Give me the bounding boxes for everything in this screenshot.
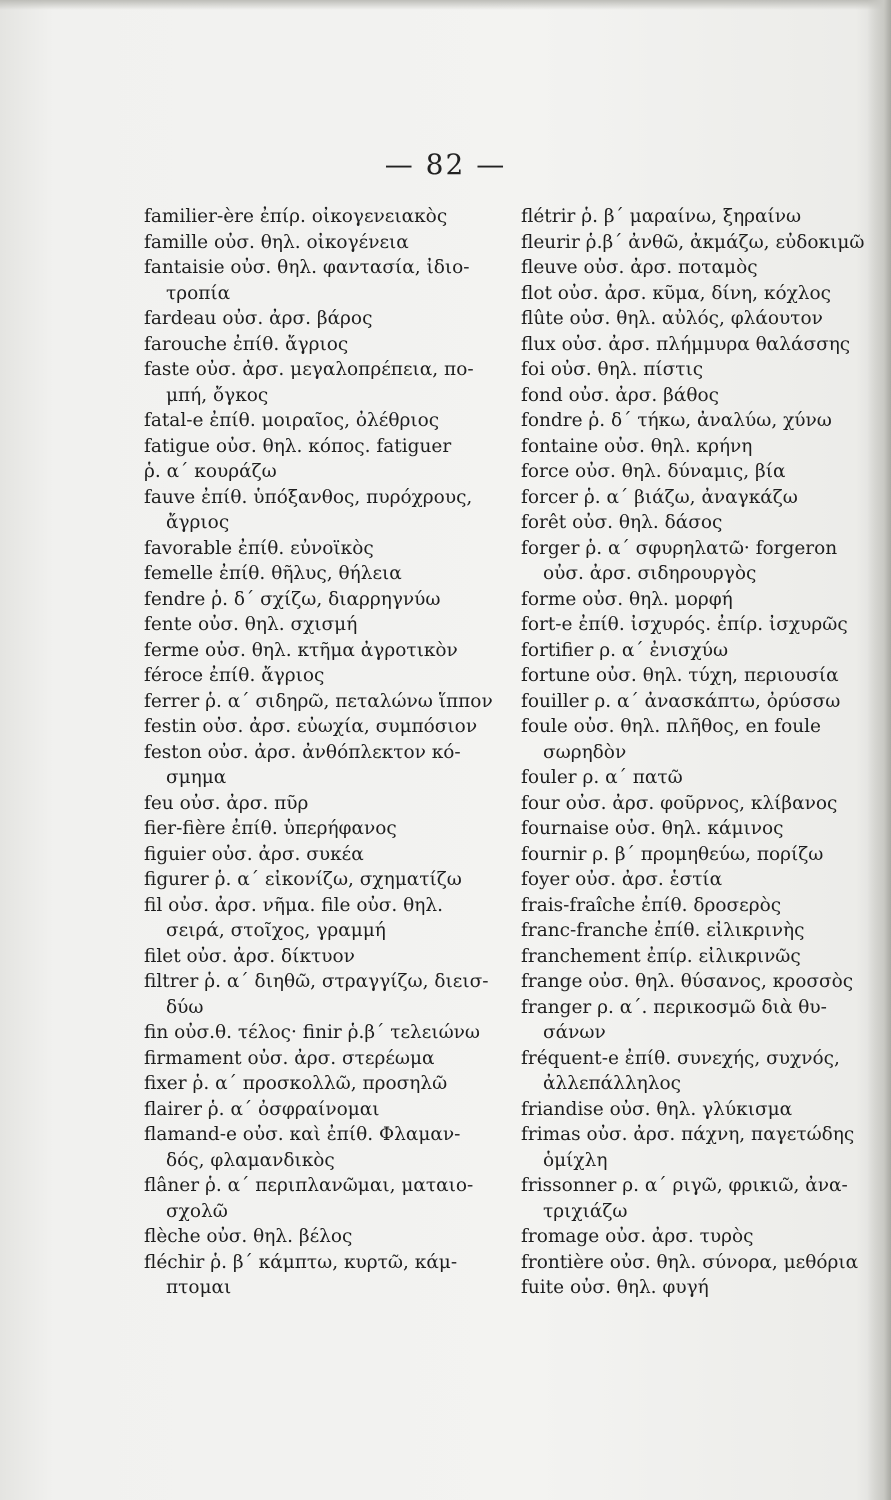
entry-continuation: σωρηδὸν	[543, 741, 627, 763]
dictionary-entry: fontaine οὐσ. θηλ. κρήνη	[521, 435, 753, 457]
dictionary-entry: fil οὐσ. ἀρσ. νῆμα. file οὐσ. θηλ.	[144, 894, 443, 916]
dictionary-entry: fente οὐσ. θηλ. σχισμή	[144, 614, 358, 635]
dictionary-entry: fendre ῥ. δ΄ σχίζω, διαρρηγνύω	[144, 588, 441, 610]
entry-continuation: σειρά, στοῖχος, γραμμή	[166, 920, 386, 941]
dictionary-entry: fauve ἐπίθ. ὑπόξανθος, πυρόχρους,	[144, 486, 473, 508]
dictionary-entry: feston οὐσ. ἀρσ. ἀνθόπλεκτον κό-	[144, 741, 461, 763]
dictionary-entry: forme οὐσ. θηλ. μορφή	[521, 588, 733, 610]
dictionary-entry: firmament οὐσ. ἀρσ. στερέωμα	[144, 1047, 435, 1069]
dictionary-entry: foule οὐσ. θηλ. πλῆθος, en foule	[521, 716, 822, 737]
dictionary-entry: forêt οὐσ. θηλ. δάσος	[521, 512, 723, 533]
dictionary-entry: fier-fière ἐπίθ. ὑπερήφανος	[144, 818, 397, 839]
dictionary-entry: fin οὐσ.θ. τέλος· finir ῥ.β΄ τελειώνω	[144, 1022, 481, 1043]
dictionary-entry: famille οὐσ. θηλ. οἰκογένεια	[144, 231, 409, 253]
dictionary-entry: fléchir ῥ. β΄ κάμπτω, κυρτῶ, κάμ-	[144, 1251, 458, 1273]
dictionary-entry: frimas οὐσ. ἀρσ. πάχνη, παγετώδης	[521, 1124, 855, 1145]
top-shadow	[0, 0, 891, 10]
dictionary-entry: farouche ἐπίθ. ἄγριος	[144, 333, 349, 355]
dictionary-entry: fréquent-e ἐπίθ. συνεχής, συχνός,	[521, 1047, 840, 1069]
dictionary-entry: fort-e ἐπίθ. ἰσχυρός. ἐπίρ. ἰσχυρῶς	[521, 614, 848, 635]
dictionary-entry: flux οὐσ. ἀρσ. πλήμμυρα θαλάσσης	[521, 333, 851, 355]
entry-continuation: δός, φλαμανδικὸς	[166, 1149, 335, 1171]
dictionary-entry: fournaise οὐσ. θηλ. κάμινος	[521, 818, 784, 839]
dictionary-entry: fleurir ῥ.β΄ ἀνθῶ, ἀκμάζω, εὐδοκιμῶ	[521, 231, 865, 253]
dictionary-entry: fournir ρ. β΄ προμηθεύω, πορίζω	[521, 843, 824, 865]
dictionary-entry: franchement ἐπίρ. εἰλικρινῶς	[521, 945, 801, 967]
dictionary-entry: flairer ῥ. α΄ ὀσφραίνομαι	[144, 1098, 380, 1120]
dictionary-entry: faste οὐσ. ἀρσ. μεγαλοπρέπεια, πο-	[144, 359, 474, 380]
entry-continuation: μπή, ὄγκος	[166, 384, 269, 406]
dictionary-entry: flétrir ῥ. β΄ μαραίνω, ξηραίνω	[521, 206, 802, 227]
dictionary-entry: ferrer ῥ. α΄ σιδηρῶ, πεταλώνω ἵππον	[144, 690, 493, 712]
dictionary-entry: fromage οὐσ. ἀρσ. τυρὸς	[521, 1226, 754, 1247]
dictionary-entry: fantaisie οὐσ. θηλ. φαντασία, ἰδιο-	[144, 257, 470, 278]
entry-continuation: ἄγριος	[166, 512, 230, 533]
dictionary-entry: flamand-e οὐσ. καὶ ἐπίθ. Φλαμαν-	[144, 1124, 461, 1145]
dictionary-entry: fouiller ρ. α΄ ἀνασκάπτω, ὀρύσσω	[521, 690, 841, 712]
dictionary-entry: ῥ. α΄ κουράζω	[144, 461, 277, 482]
dictionary-entry: friandise οὐσ. θηλ. γλύκισμα	[521, 1098, 793, 1120]
dictionary-entry: fuite οὐσ. θηλ. φυγή	[521, 1277, 709, 1298]
dictionary-entry: flèche οὐσ. θηλ. βέλος	[144, 1226, 353, 1247]
entry-continuation: ἀλλεπάλληλος	[543, 1073, 681, 1094]
dictionary-entry: fortifier ρ. α΄ ἐνισχύω	[521, 639, 729, 661]
dictionary-entry: fatal-e ἐπίθ. μοιραῖος, ὀλέθριος	[144, 410, 440, 431]
dictionary-entry: figuier οὐσ. ἀρσ. συκέα	[144, 843, 364, 865]
dictionary-entry: fatigue οὐσ. θηλ. κόπος. fatiguer	[144, 435, 452, 457]
entry-continuation: ὁμίχλη	[543, 1149, 608, 1171]
dictionary-entry: flûte οὐσ. θηλ. αὐλός, φλάουτον	[521, 308, 823, 329]
dictionary-entry: frange οὐσ. θηλ. θύσανος, κροσσὸς	[521, 971, 854, 992]
dictionary-entry: figurer ῥ. α΄ εἰκονίζω, σχηματίζω	[144, 869, 462, 890]
dictionary-entry: forcer ῥ. α΄ βιάζω, ἀναγκάζω	[521, 486, 798, 508]
dictionary-entry: familier-ère ἐπίρ. οἰκογενειακὸς	[144, 206, 448, 227]
page-edge	[867, 0, 891, 1500]
entry-continuation: σμημα	[166, 767, 227, 788]
dictionary-entry: fleuve οὐσ. ἀρσ. ποταμὸς	[521, 257, 758, 278]
dictionary-entry: féroce ἐπίθ. ἄγριος	[144, 665, 325, 686]
dictionary-entry: fortune οὐσ. θηλ. τύχη, περιουσία	[521, 665, 839, 686]
dictionary-entry: festin οὐσ. ἀρσ. εὐωχία, συμπόσιον	[144, 716, 478, 737]
left-column	[144, 204, 494, 1301]
entry-continuation: πτομαι	[166, 1277, 232, 1298]
dictionary-entry: ferme οὐσ. θηλ. κτῆμα ἀγροτικὸν	[144, 639, 458, 661]
dictionary-entry: fondre ῥ. δ΄ τήκω, ἀναλύω, χύνω	[521, 410, 832, 431]
dictionary-entry: fixer ῥ. α΄ προσκολλῶ, προσηλῶ	[144, 1073, 448, 1094]
entry-continuation: τριχιάζω	[543, 1200, 628, 1222]
dictionary-entry: femelle ἐπίθ. θῆλυς, θήλεια	[144, 563, 402, 584]
entry-continuation: δύω	[166, 996, 204, 1018]
dictionary-entry: forger ῥ. α΄ σφυρηλατῶ· forgeron	[521, 537, 838, 559]
dictionary-entry: foi οὐσ. θηλ. πίστις	[521, 359, 704, 380]
entry-continuation: σάνων	[543, 1022, 606, 1043]
entry-continuation: τροπία	[166, 282, 231, 304]
dictionary-entry: force οὐσ. θηλ. δύναμις, βία	[521, 461, 786, 482]
dictionary-entry: fond οὐσ. ἀρσ. βάθος	[521, 384, 719, 406]
dictionary-entry: fouler ρ. α΄ πατῶ	[521, 767, 683, 788]
entry-continuation: σχολῶ	[166, 1200, 228, 1222]
dictionary-entry: flot οὐσ. ἀρσ. κῦμα, δίνη, κόχλος	[521, 282, 832, 304]
dictionary-entry: franger ρ. α΄. περικοσμῶ διὰ θυ-	[521, 996, 827, 1018]
dictionary-entry: frissonner ρ. α΄ ριγῶ, φρικιῶ, ἀνα-	[521, 1175, 848, 1196]
dictionary-entry: favorable ἐπίθ. εὐνοϊκὸς	[144, 537, 374, 559]
dictionary-entry: frais-fraîche ἐπίθ. δροσερὸς	[521, 894, 782, 916]
page-number: — 82 —	[384, 148, 507, 181]
right-column	[521, 204, 866, 1301]
dictionary-entry: foyer οὐσ. ἀρσ. ἑστία	[521, 869, 723, 890]
dictionary-entry: feu οὐσ. ἀρσ. πῦρ	[144, 792, 309, 814]
entry-continuation: οὐσ. ἀρσ. σιδηρουργὸς	[543, 563, 757, 584]
dictionary-entry: flâner ῥ. α΄ περιπλανῶμαι, ματαιο-	[144, 1175, 474, 1196]
dictionary-entry: fardeau οὐσ. ἀρσ. βάρος	[144, 308, 373, 329]
dictionary-entry: franc-franche ἐπίθ. εἰλικρινὴς	[521, 920, 805, 941]
dictionary-entry: filtrer ῥ. α΄ διηθῶ, στραγγίζω, διεισ-	[144, 971, 489, 992]
dictionary-entry: four οὐσ. ἀρσ. φοῦρνος, κλίβανος	[521, 792, 838, 814]
dictionary-entry: frontière οὐσ. θηλ. σύνορα, μεθόρια	[521, 1251, 859, 1273]
dictionary-entry: filet οὐσ. ἀρσ. δίκτυον	[144, 945, 355, 967]
